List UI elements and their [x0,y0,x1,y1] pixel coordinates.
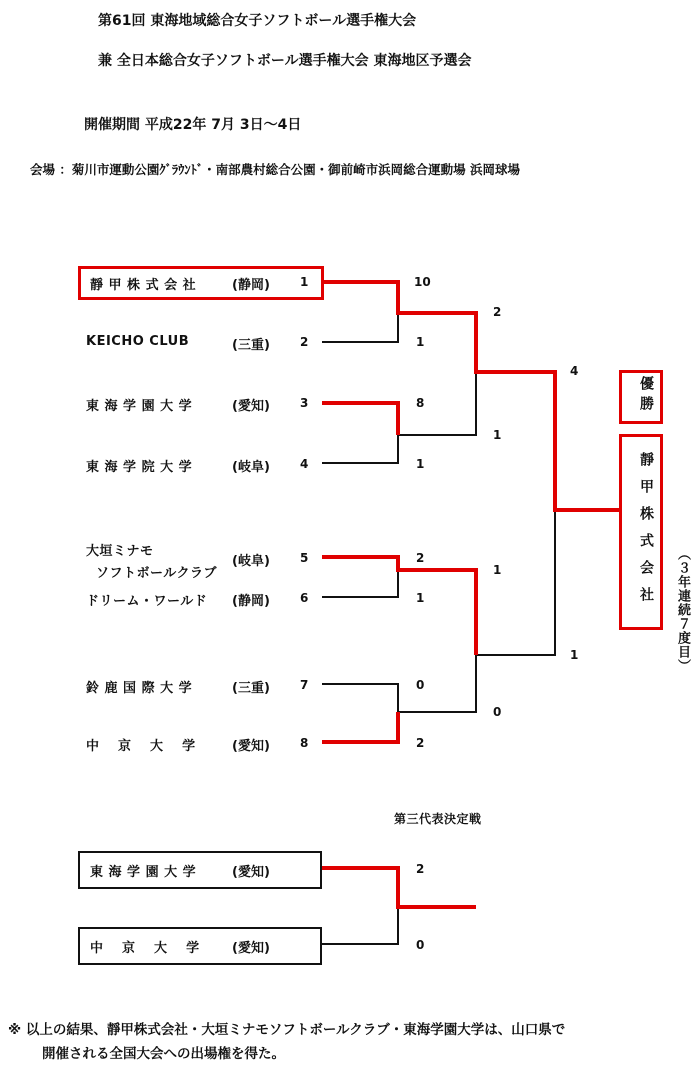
match-score: 0 [416,678,425,692]
match-score: 0 [493,705,502,719]
bracket-line [322,907,398,944]
team-name: 靜 甲 株 式 会 社 [90,278,197,293]
match-score: 0 [416,938,425,952]
match-score: 2 [416,736,425,750]
match-score: 8 [416,396,425,410]
team-seed: 4 [300,457,309,471]
match-score: 10 [414,275,431,289]
team-name: 中 京 大 学 [90,941,200,956]
tournament-subtitle: 兼 全日本総合女子ソフトボール選手権大会 東海地区予選会 [98,53,472,69]
team-prefecture: (静岡) [232,594,270,609]
team-name: 鈴 鹿 国 際 大 学 [86,681,193,696]
team-prefecture: (愛知) [232,865,270,880]
tournament-title: 第61回 東海地域総合女子ソフトボール選手権大会 [98,13,417,29]
team-seed: 1 [300,275,309,289]
event-period: 開催期間 平成22年 7月 3日〜4日 [84,117,302,133]
event-venue: 会場 ：菊川市運動公園ｸﾞﾗｳﾝﾄﾞ・南部農村総合公園・御前崎市浜岡総合運動場 浜岡球場 [30,162,520,177]
bracket-line [322,313,398,342]
team-name: 東 海 学 園 大 学 [90,865,197,880]
team-name: 東 海 学 園 大 学 [86,399,193,414]
third-place-title: 第三代表決定戦 [394,812,482,826]
bracket-line [398,655,476,712]
bracket-line [322,435,398,463]
match-score: 2 [416,551,425,565]
match-score: 1 [493,563,502,577]
champion-name: 靜甲株式会社 [638,452,654,614]
champion-label: 優勝 [638,376,654,416]
team-seed: 7 [300,678,309,692]
bracket-line [398,372,476,435]
team-prefecture: (三重) [232,681,270,696]
team-name: ドリーム・ワールド [86,594,208,609]
winner-path [322,403,398,435]
match-score: 1 [416,335,425,349]
team-prefecture: (三重) [232,338,270,353]
bracket-line [476,510,555,655]
team-seed: 5 [300,551,309,565]
team-seed: 3 [300,396,309,410]
match-score: 1 [416,591,425,605]
bracket-line [322,684,398,712]
team-name: KEICHO CLUB [86,334,190,349]
team-prefecture: (愛知) [232,399,270,414]
team-prefecture: (岐阜) [232,460,270,475]
team-seed: 8 [300,736,309,750]
match-score: 2 [416,862,425,876]
match-score: 1 [570,648,579,662]
footer-note-line1: ※ 以上の結果、靜甲株式会社・大垣ミナモソフトボールクラブ・東海学園大学は、山口県で [8,1022,566,1038]
match-score: 1 [416,457,425,471]
match-score: 1 [493,428,502,442]
team-name: 大垣ミナモ [86,544,154,559]
match-score: 4 [570,364,579,378]
team-name-line2: ソフトボールクラブ [96,566,217,581]
bracket-line [322,570,398,597]
champion-note: （３年連続７度目） [675,547,690,673]
winner-path [322,868,476,907]
team-prefecture: (岐阜) [232,554,270,569]
match-score: 2 [493,305,502,319]
winner-path [322,557,476,655]
winner-path [322,712,398,742]
team-prefecture: (静岡) [232,278,270,293]
team-name: 東 海 学 院 大 学 [86,460,193,475]
team-prefecture: (愛知) [232,941,270,956]
team-seed: 6 [300,591,309,605]
team-name: 中 京 大 学 [86,739,196,754]
footer-note-line2: 開催される全国大会への出場権を得た。 [42,1046,285,1062]
winner-path [322,282,620,510]
team-seed: 2 [300,335,309,349]
team-prefecture: (愛知) [232,739,270,754]
